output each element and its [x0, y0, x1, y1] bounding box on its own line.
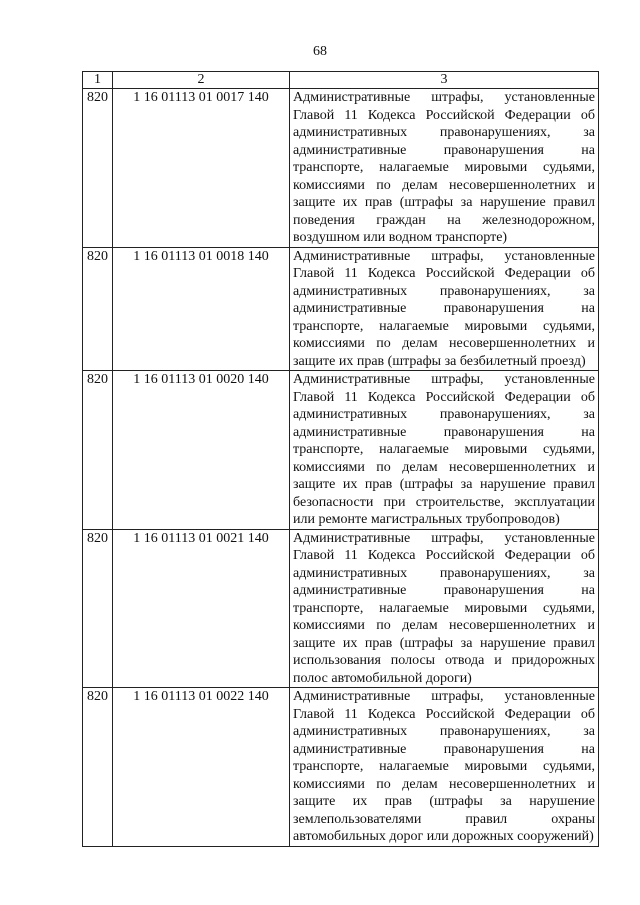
table-header-row	[83, 72, 599, 89]
kbk-code-cell: 1 16 01113 01 0017 140	[113, 89, 290, 248]
description-cell: Административные штрафы, установленные Главой 11 Кодекса Российской Федерации об административных правонарушениях, за административные правонарушения на транспорте, налагаемые мировыми судьями, комиссиями по делам несовершеннолетних и защите их прав (штрафы за нарушение правил безопасности при строительстве, эксплуатации или ремонте магистральных трубопроводов)	[290, 371, 599, 530]
description-cell: Административные штрафы, установленные Главой 11 Кодекса Российской Федерации об административных правонарушениях, за административные правонарушения на транспорте, налагаемые мировыми судьями, комиссиями по делам несовершеннолетних и защите их прав (штрафы за нарушение правил использования полосы отвода и придорожных полос автомобильной дороги)	[290, 529, 599, 688]
table-row	[83, 529, 599, 688]
budget-codes-table	[82, 71, 599, 847]
admin-code-cell: 820	[83, 529, 113, 688]
table-row	[83, 688, 599, 847]
admin-code-cell: 820	[83, 247, 113, 371]
admin-code-cell: 820	[83, 89, 113, 248]
kbk-code-cell: 1 16 01113 01 0018 140	[113, 247, 290, 371]
page-number: 68	[313, 44, 327, 59]
header-col-3: 3	[290, 72, 599, 89]
admin-code-cell: 820	[83, 371, 113, 530]
description-cell: Административные штрафы, установленные Главой 11 Кодекса Российской Федерации об административных правонарушениях, за административные правонарушения на транспорте, налагаемые мировыми судьями, комиссиями по делам несовершеннолетних и защите их прав (штрафы за нарушение землепользователями правил охраны автомобильных дорог или дорожных сооружений)	[290, 688, 599, 847]
kbk-code-cell: 1 16 01113 01 0020 140	[113, 371, 290, 530]
table-row	[83, 247, 599, 371]
table-row	[83, 371, 599, 530]
description-cell: Административные штрафы, установленные Главой 11 Кодекса Российской Федерации об административных правонарушениях, за административные правонарушения на транспорте, налагаемые мировыми судьями, комиссиями по делам несовершеннолетних и защите их прав (штрафы за нарушение правил поведения граждан на железнодорожном, воздушном или водном транспорте)	[290, 89, 599, 248]
header-col-1: 1	[83, 72, 113, 89]
header-col-2: 2	[113, 72, 290, 89]
kbk-code-cell: 1 16 01113 01 0022 140	[113, 688, 290, 847]
table-row	[83, 89, 599, 248]
kbk-code-cell: 1 16 01113 01 0021 140	[113, 529, 290, 688]
description-cell: Административные штрафы, установленные Главой 11 Кодекса Российской Федерации об административных правонарушениях, за административные правонарушения на транспорте, налагаемые мировыми судьями, комиссиями по делам несовершеннолетних и защите их прав (штрафы за безбилетный проезд)	[290, 247, 599, 371]
admin-code-cell: 820	[83, 688, 113, 847]
